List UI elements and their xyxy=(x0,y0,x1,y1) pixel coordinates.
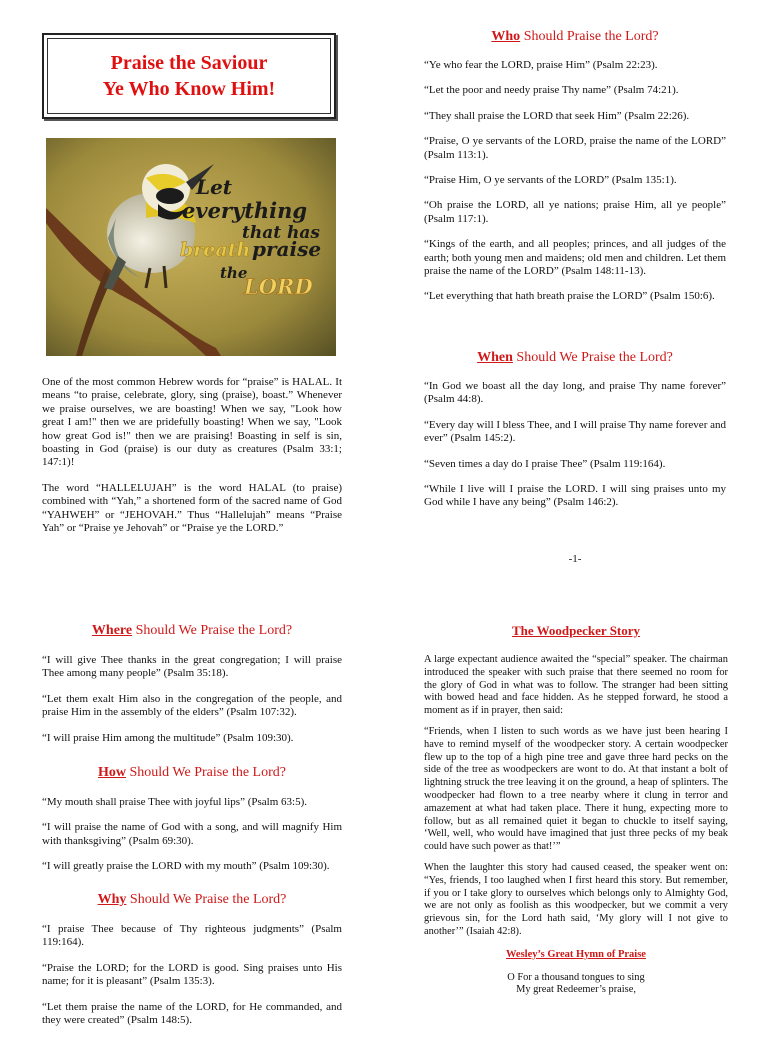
where-keyword: Where xyxy=(91,623,133,638)
woodpecker-paragraph-1: A large expectant audience awaited the “special” speaker. The chairman introduced the speaker with such praise that there seemed no room for the glory of God in what was to follow. The stranger had been sitting with bowed head and face hidden. As he stepped forward, he stood a moment as if in prayer, then said: xyxy=(424,654,728,717)
who-verse: “Oh praise the LORD, all ye nations; praise Him, all ye people” (Psalm 117:1). xyxy=(424,199,726,225)
when-verse: “While I live will I praise the LORD. I will sing praises unto my God while I have any being” (Psalm 146:2). xyxy=(424,483,726,509)
woodpecker-paragraph-3: When the laughter this story had caused ceased, the speaker went on: “Yes, friends, I too laughed when I first heard this story. But remember, if you or I take glory to ourselves which belongs only to Almighty God, we are not only as foolish as this woodpecker, but we commit a very grievous sin, for the Lord hath said, ‘My glory will I not give to another’” (Isaiah 42:8). xyxy=(424,861,728,937)
where-heading xyxy=(42,623,342,639)
how-heading-rest: Should We Praise the Lord? xyxy=(126,765,286,780)
page-number: -1- xyxy=(568,553,582,565)
why-heading-rest: Should We Praise the Lord? xyxy=(126,892,287,907)
bird-image xyxy=(46,138,336,356)
image-word-2: everything xyxy=(182,198,308,223)
image-word-5: praise xyxy=(252,237,322,261)
who-verse: “Praise Him, O ye servants of the LORD” (Psalm 135:1). xyxy=(424,174,677,187)
when-heading xyxy=(424,350,726,366)
title-line-2: Ye Who Know Him! xyxy=(102,78,276,100)
image-word-7: LORD xyxy=(244,274,313,299)
why-verse: “Praise the LORD; for the LORD is good. Sing praises unto His name; for it is pleasant” (Psalm 135:3). xyxy=(42,961,342,988)
why-verses xyxy=(42,923,342,1039)
who-verse: “Let the poor and needy praise Thy name” (Psalm 74:21). xyxy=(424,84,679,97)
hymn-title: Wesley’s Great Hymn of Praise xyxy=(506,948,646,960)
how-keyword: How xyxy=(98,765,126,780)
how-verse: “I will greatly praise the LORD with my mouth” (Psalm 109:30). xyxy=(42,860,330,873)
how-verse: “I will praise the name of God with a song, and will magnify Him with thanksgiving” (Psalm 69:30). xyxy=(42,821,342,847)
title-line-1: Praise the Saviour xyxy=(110,52,268,74)
who-heading xyxy=(424,29,726,45)
image-word-4: breath xyxy=(180,239,251,261)
why-verse: “I praise Thee because of Thy righteous judgments” (Psalm 119:164). xyxy=(42,923,342,949)
how-verses xyxy=(42,796,342,886)
when-verse: “Seven times a day do I praise Thee” (Psalm 119:164). xyxy=(424,457,666,470)
who-verse: “Let everything that hath breath praise the LORD” (Psalm 150:6). xyxy=(424,290,715,303)
who-verse: “They shall praise the LORD that seek Him” (Psalm 22:26). xyxy=(424,109,690,122)
why-keyword: Why xyxy=(97,892,127,907)
hymn-line-2: My great Redeemer’s praise, xyxy=(516,984,636,996)
woodpecker-story xyxy=(424,654,728,997)
where-verse: “I will give Thee thanks in the great congregation; I will praise Thee among many people” (Psalm 35:18). xyxy=(42,654,342,680)
when-heading-rest: Should We Praise the Lord? xyxy=(512,350,673,365)
who-keyword: Who xyxy=(491,29,521,44)
who-verse: “Ye who fear the LORD, praise Him” (Psalm 22:23). xyxy=(424,59,658,71)
where-verse: “Let them exalt Him also in the congregation of the people, and praise Him in the assembly of the elders” (Psalm 107:32). xyxy=(42,692,342,719)
title-box xyxy=(42,33,336,119)
hymn-line-1: O For a thousand tongues to sing xyxy=(507,971,645,983)
when-verse: “Every day will I bless Thee, and I will praise Thy name forever and ever” (Psalm 145:2). xyxy=(424,418,726,445)
when-keyword: When xyxy=(477,350,513,365)
when-verses xyxy=(424,380,726,522)
intro-paragraph-2: The word “HALLELUJAH” is the word HALAL (to praise) combined with “Yah,” a shortened form of the sacred name of God “YAHWEH” or “JEHOVAH.” Thus “Hallelujah” means “Praise Yah” or “Praise ye Jehovah” or “Praise ye the LORD.” xyxy=(42,481,342,535)
when-verse: “In God we boast all the day long, and praise Thy name forever” (Psalm 44:8). xyxy=(424,380,726,406)
intro-paragraph-1: One of the most common Hebrew words for “praise” is HALAL. It means “to praise, celebrate, glory, sing (praise), boast.” Whenever we praise ourselves, we are boasting! When we say, "Look how great I am!" then we are pridefully boasting! When we say, "Look how great God is!" then we are praising! Boasting in self is sin, boasting in God (praise) is our duty as creatures (Psalm 33:1; 147:1)! xyxy=(42,376,342,469)
how-heading xyxy=(42,765,342,781)
intro-section xyxy=(42,376,342,547)
woodpecker-paragraph-2: “Friends, when I listen to such words as we have just been hearing I have to remind myself of the woodpecker story. A certain woodpecker flew up to the top of a high pine tree and gave three hard pecks on the side of the tree as woodpeckers are wont to do. At that instant a bolt of lightning struck the tree leaving it on the ground, a heap of splinters. The woodpecker had flown to a tree nearby where it clung in terror and amazement at what had taken place. There it hung, expecting more to follow, but as all remained quiet it began to chuckle to itself saying, ‘Well, well, who would have imagined that just three pecks of my beak could have such power as that!’” xyxy=(424,725,728,853)
why-verse: “Let them praise the name of the LORD, for He commanded, and they were created” (Psalm 148:5). xyxy=(42,1000,342,1027)
who-verses xyxy=(424,59,726,316)
how-verse: “My mouth shall praise Thee with joyful lips” (Psalm 63:5). xyxy=(42,796,307,808)
image-word-6: the xyxy=(220,264,248,282)
where-heading-rest: Should We Praise the Lord? xyxy=(132,623,293,638)
who-verse: “Praise, O ye servants of the LORD, praise the name of the LORD” (Psalm 113:1). xyxy=(424,135,726,161)
woodpecker-title: The Woodpecker Story xyxy=(511,623,641,638)
who-heading-rest: Should Praise the Lord? xyxy=(520,29,659,44)
image-word-3: that has xyxy=(242,223,320,243)
why-heading xyxy=(42,892,342,908)
where-verses xyxy=(42,654,342,757)
where-verse: “I will praise Him among the multitude” (Psalm 109:30). xyxy=(42,731,294,744)
image-word-1: Let xyxy=(196,175,233,199)
who-verse: “Kings of the earth, and all peoples; princes, and all judges of the earth; both young men and maidens; old men and children. Let them praise the name of the LORD” (Psalm 148:11-13). xyxy=(424,238,726,278)
